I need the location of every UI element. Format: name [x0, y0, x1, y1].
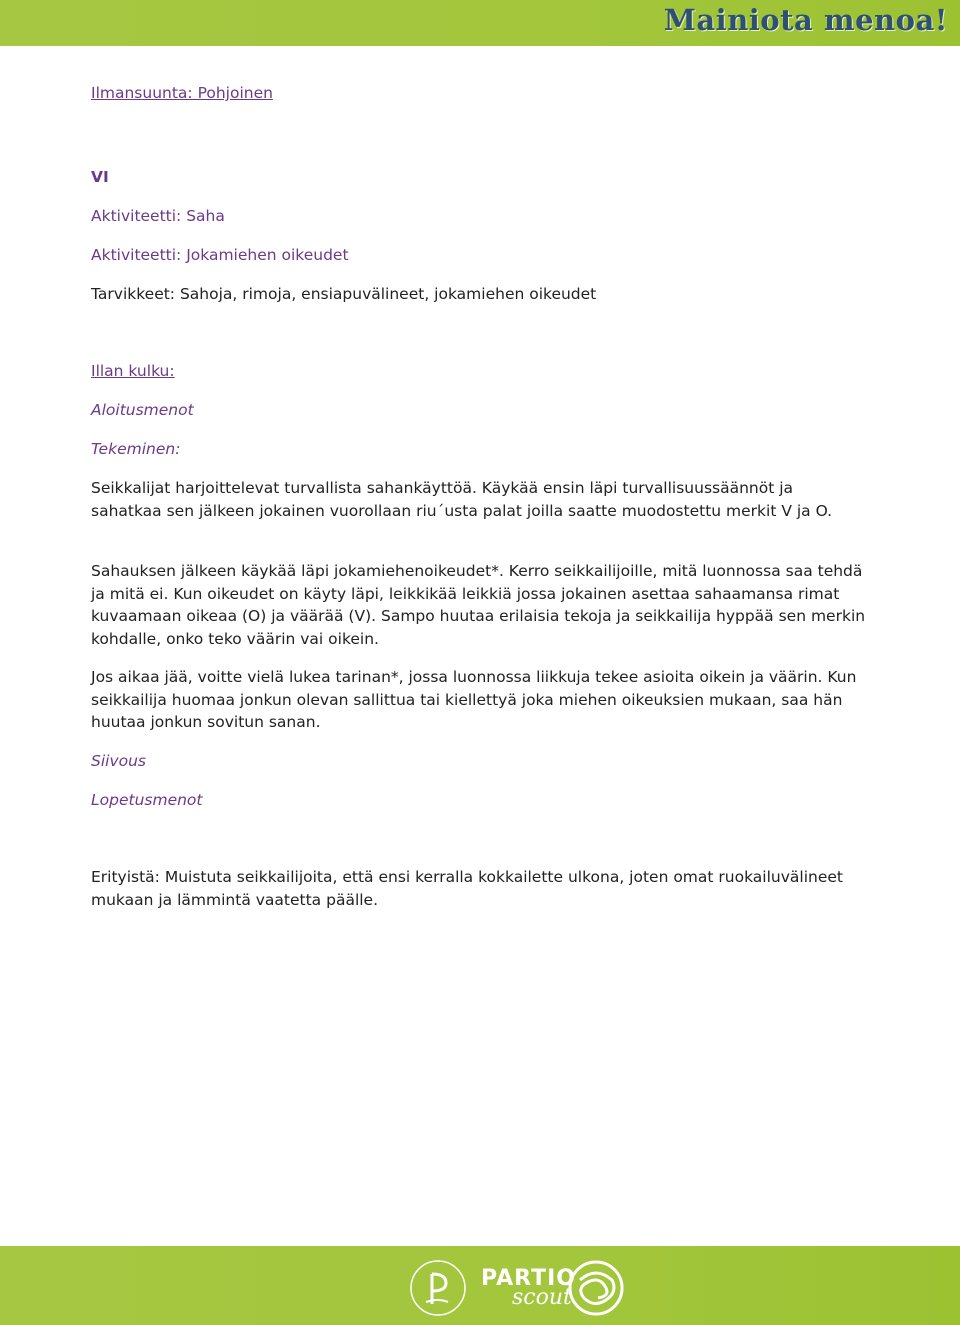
activity-heading: Tekeminen: [91, 440, 181, 458]
cleanup-heading: Siivous [91, 752, 147, 770]
evening-flow-heading: Illan kulku: [91, 362, 175, 380]
paragraph-everyman-rights: Sahauksen jälkeen käykää läpi jokamiehenoikeudet*. Kerro seikkailijoille, mitä luonnossa saa tehdä ja mitä ei. Kun oikeudet on käyty läpi, leikkikää leikkiä jossa jokainen asettaa sahaamansa rimat kuvaamaan oikeaa (O) ja väärää (V). Sampo huutaa erilaisia tekoja ja seikkailija hyppää sen merkin kohdalle, onko teko väärin vai oikein. [91, 562, 866, 648]
special-notes: Erityistä: Muistuta seikkailijoita, että ensi kerralla kokkailette ulkona, joten omat ruokailuvälineet mukaan ja lämmintä vaatetta päälle. [91, 868, 843, 909]
activity-badge-rights: Aktiviteetti: Jokamiehen oikeudet [91, 246, 349, 264]
partio-logo-text: PARTIO [481, 1266, 576, 1291]
scout-logo-text: scout [512, 1285, 572, 1310]
closing-heading: Lopetusmenot [91, 791, 203, 809]
direction-link[interactable]: Ilmansuunta: Pohjoinen [91, 84, 273, 102]
paragraph-story: Jos aikaa jää, voitte vielä lukea tarinan*, jossa luonnossa liikkuja tekee asioita oikein ja väärin. Kun seikkailija huomaa jonkun olevan sallittua tai kiellettyä joka miehen oikeuksien mukaan, saa hän huutaa jonkun sovitun sanan. [91, 668, 857, 731]
paragraph-saw-safety: Seikkalijat harjoittelevat turvallista sahankäyttöä. Käykää ensin läpi turvallisuussäännöt ja sahatkaa sen jälkeen jokainen vuorollaan riu´usta palat joilla saatte muodostettu merkit V ja O. [91, 479, 833, 520]
header-band [0, 0, 960, 46]
opening-heading: Aloitusmenot [91, 401, 194, 419]
header-slogan: Mainiota menoa! [663, 3, 948, 37]
session-number: VI [91, 168, 109, 186]
pohjanmaan-partiolaiset-seal-icon [408, 1258, 468, 1318]
footer-band [0, 1246, 960, 1325]
activity-badge-saw: Aktiviteetti: Saha [91, 207, 225, 225]
supplies-line: Tarvikkeet: Sahoja, rimoja, ensiapuvälineet, jokamiehen oikeudet [91, 285, 597, 303]
scout-knot-logo-icon [566, 1258, 626, 1318]
